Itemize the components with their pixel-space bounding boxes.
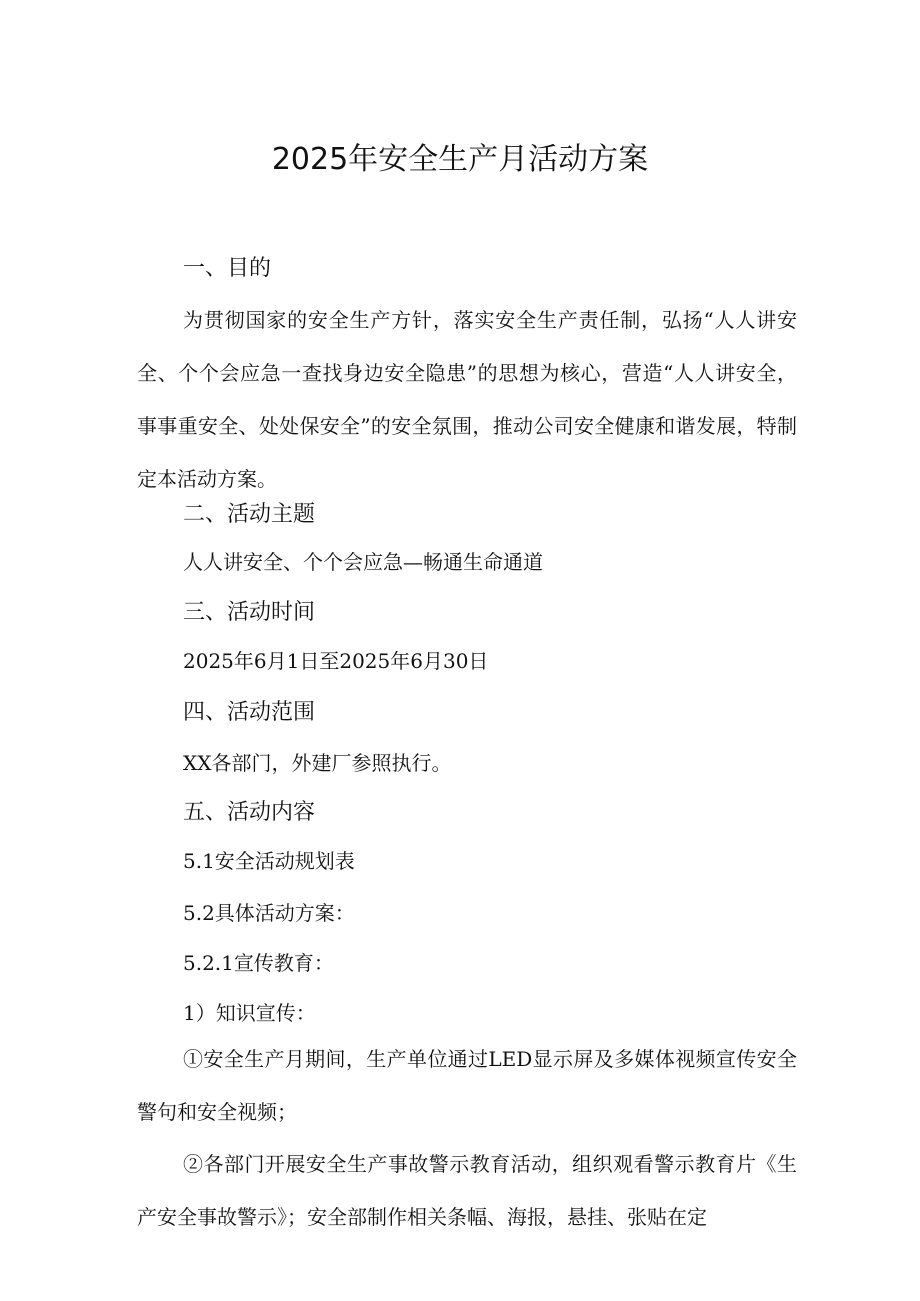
section-heading-scope: 四、活动范围 <box>183 700 316 725</box>
content-item-5-2-1: 5.2.1宣传教育： <box>183 951 334 975</box>
section-heading-time: 三、活动时间 <box>183 600 316 625</box>
section-body-time: 2025年6月1日至2025年6月30日 <box>183 649 489 673</box>
section-heading-content: 五、活动内容 <box>183 800 316 825</box>
document-title: 2025年安全生产月活动方案 <box>271 142 649 177</box>
section-body-scope: XX各部门，外建厂参照执行。 <box>183 751 452 775</box>
content-item-5-2: 5.2具体活动方案： <box>183 901 355 925</box>
section-heading-purpose: 一、目的 <box>183 256 272 281</box>
section-body-theme: 人人讲安全、个个会应急—畅通生命通道 <box>183 550 543 574</box>
content-item-circle-2: ②各部门开展安全生产事故警示教育活动，组织观看警示教育片《生产安全事故警示》；安全部制作相关条幅、海报，悬挂、张贴在定 <box>137 1152 797 1229</box>
section-body-purpose: 为贯彻国家的安全生产方针，落实安全生产责任制，弘扬“人人讲安全、个个会应急一查找身边安全隐患”的思想为核心，营造“人人讲安全，事事重安全、处处保安全”的安全氛围，推动公司安全健康和谐发展，特制定本活动方案。 <box>137 308 797 491</box>
content-item-knowledge: 1）知识宣传： <box>183 1001 316 1025</box>
content-item-5-1: 5.1安全活动规划表 <box>183 849 355 873</box>
section-heading-theme: 二、活动主题 <box>183 502 316 527</box>
content-item-circle-1: ①安全生产月期间，生产单位通过LED显示屏及多媒体视频宣传安全警句和安全视频； <box>137 1047 797 1124</box>
